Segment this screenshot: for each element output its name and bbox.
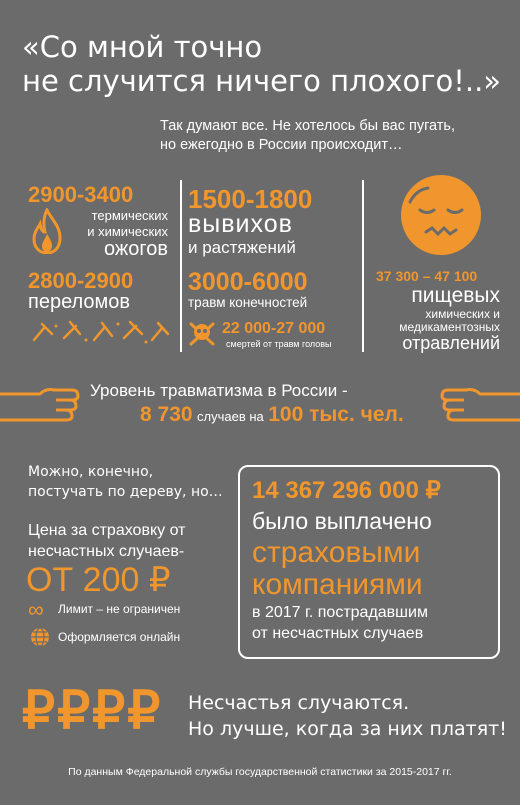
divider-1 xyxy=(180,180,182,352)
burns-label-1: термических xyxy=(91,208,168,223)
price-text xyxy=(28,520,185,562)
payout-line-5: от несчастных случаев xyxy=(252,625,424,642)
poisoning-label-1: пищевых xyxy=(411,284,500,307)
slogan-line-2: Но лучше, когда за них платят! xyxy=(188,718,507,740)
fractures-number: 2800-2900 xyxy=(28,268,134,293)
dislocations-number: 1500-1800 xyxy=(188,184,313,214)
knocking-hand-left-icon xyxy=(0,380,80,426)
burns-label xyxy=(68,208,168,240)
title-line-2: не случится ничего плохого!..» xyxy=(22,64,502,98)
fire-icon xyxy=(30,208,64,254)
burns-number: 2900-3400 xyxy=(28,182,134,207)
head-injury-label: смертей от травм головы xyxy=(226,339,332,349)
payout-detail xyxy=(252,602,428,644)
page-title xyxy=(22,30,502,98)
dislocations-label-1: вывихов xyxy=(188,210,293,238)
payout-line-2: страховыми xyxy=(252,536,421,569)
slogan-line-1: Несчастья случаются. xyxy=(188,692,410,714)
intro-line-1: Так думают все. Не хотелось бы вас пугать, xyxy=(160,118,456,134)
slogan xyxy=(188,690,507,742)
limbs-number: 3000-6000 xyxy=(188,268,308,296)
poisoning-number: 37 300 – 47 100 xyxy=(376,268,478,284)
intro-line-2: но ежегодно в России происходит… xyxy=(160,137,403,153)
price-value: ОТ 200 ₽ xyxy=(26,561,171,599)
injury-number: 8 730 xyxy=(140,403,193,426)
poisoning-label-2: химических и xyxy=(425,307,500,321)
injury-line-1: Уровень травматизма в России - xyxy=(90,381,348,400)
payout-line-4: в 2017 г. пострадавшим xyxy=(252,604,428,621)
poisoning-label-3: медикаментозных xyxy=(399,320,500,334)
knock-wood-text xyxy=(28,462,223,502)
fractures-label: переломов xyxy=(28,291,131,313)
burns-label-3: ожогов xyxy=(103,238,168,260)
injury-line-2 xyxy=(140,403,404,427)
burns-label-2: и химических xyxy=(87,224,168,239)
payout-amount: 14 367 296 000 ₽ xyxy=(252,477,441,504)
poisoning-label-4: отравлений xyxy=(402,333,500,353)
limbs-label: травм конечностей xyxy=(188,295,308,310)
payout-line-3: компаниями xyxy=(252,568,423,601)
skull-bones-icon xyxy=(188,320,216,346)
poisoning-label-mid xyxy=(370,308,500,334)
payout-line-1: было выплачено xyxy=(252,508,432,534)
title-line-1: «Со мной точно xyxy=(22,30,263,64)
source-note: По данным Федеральной службы государственной статистики за 2015-2017 гг. xyxy=(68,766,452,778)
price-line-2: несчастных случаев- xyxy=(28,543,185,560)
globe-icon xyxy=(30,627,50,647)
intro-text xyxy=(160,117,490,155)
knock-line-2: постучать по дереву, но… xyxy=(28,484,223,500)
infinity-icon: ∞ xyxy=(28,597,44,622)
dislocations-label-2: и растяжений xyxy=(188,238,296,257)
price-line-1: Цена за страховку от xyxy=(28,522,186,539)
sick-face-icon xyxy=(398,172,484,258)
injury-tail: 100 тыс. чел. xyxy=(268,403,404,426)
knocking-hand-right-icon xyxy=(440,380,520,426)
broken-bones-icon xyxy=(30,318,170,346)
knock-line-1: Можно, конечно, xyxy=(28,464,154,480)
divider-2 xyxy=(362,180,364,352)
injury-mid: случаев на xyxy=(197,409,264,424)
online-text: Оформляется онлайн xyxy=(58,630,181,644)
head-injury-number: 22 000-27 000 xyxy=(222,320,326,337)
ruble-icons: ₽₽₽₽ xyxy=(22,682,163,740)
limit-text: Лимит – не ограничен xyxy=(58,602,181,616)
